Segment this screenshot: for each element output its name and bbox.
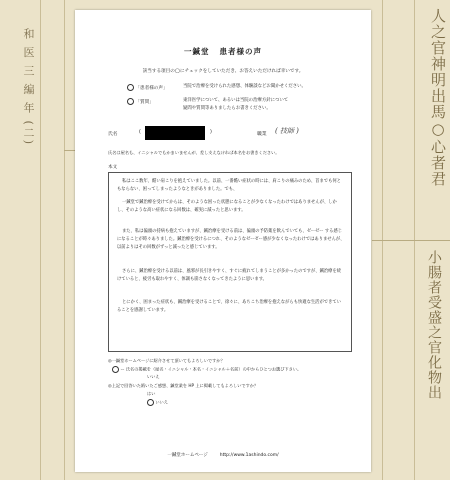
- comment-paragraph: さらに、鍼治療を受ける以前は、風邪が長引きやすく、すぐに疲れてしまうことが多かったのですが、鍼治療を続けていると、疲労も取れやすく、体調も崩さなくなってきたように思います。: [117, 269, 342, 283]
- question-publish: ◎上記で回答いた紙いたご感想、鍼堂業を HP 上に掲載してもよろしいですか？: [108, 383, 259, 388]
- column-rule: [64, 0, 65, 480]
- comment-paragraph: とにかく、困まった症状も、鍼治療を受けることで、徐々に、あちこち治療を抱えながらも快適な生活ができていることを感謝しています。: [117, 300, 341, 314]
- option-voice[interactable]: [127, 84, 168, 93]
- name-open-paren: (: [139, 130, 141, 135]
- column-rule: [40, 0, 41, 480]
- answer-yes-text: ー 氏名の掲載を（屋名・イニシャル・本名・イニシャル＋名前）の中からひとつお選び下さい。: [120, 366, 302, 372]
- footer-homepage-label: 一鍼堂ホームページ: [167, 453, 208, 458]
- name-label: 氏名: [108, 132, 118, 137]
- name-close-paren: ): [210, 130, 212, 135]
- footer-url[interactable]: http://www.1ashindo.com/: [219, 453, 279, 458]
- question-homepage: ◎一鍼堂ホームページに紹介させて頂いてもよろしいですか？: [108, 358, 225, 363]
- form-title: [75, 46, 371, 57]
- answer-no-option-2[interactable]: [147, 399, 168, 406]
- comment-paragraph: 一鍼堂で鍼治療を受けてからは、そのような困った状態になることが少なくなったわけではありませんが、しかし、そのような高い症状になる回数は、確実に減ったと思います。: [117, 200, 337, 214]
- form-heading: 患者様の声: [219, 47, 262, 56]
- option-question-label: 「質問」: [135, 100, 154, 105]
- option-question[interactable]: [127, 98, 154, 107]
- background-left-text: 和 医 三 編 年 (二): [22, 28, 35, 147]
- checkbox-circle-icon[interactable]: [127, 84, 134, 91]
- checked-circle-icon[interactable]: [112, 366, 119, 373]
- clinic-name: 一鍼堂: [184, 47, 210, 56]
- background-right-text-lower: 小腸者受盛之官化物出: [426, 250, 442, 400]
- option-question-text-2: 疑問や質問等ありましたらお書きください。: [183, 106, 271, 111]
- answer-yes-option-2[interactable]: はい: [147, 391, 156, 396]
- comment-paragraph: 私はここ数年、酷い肩こりを抱えていました。以前、一番酷い症状の時には、肩こりの痛みのため、首までも何ともならない、困ってしまったようなときがありました。でも、: [117, 179, 341, 193]
- option-voice-label: 「患者様の声」: [135, 86, 168, 91]
- answer-no-text-2: いいえ: [155, 399, 168, 405]
- survey-form: [75, 10, 371, 472]
- job-value: ( 技師 ): [275, 127, 299, 135]
- name-note: 氏名は屋名も、イニシャルでもかまいませんが、差し支えなければ本名をお書きください。: [108, 150, 280, 155]
- comment-paragraph: また、私は偏頭の持病も抱えていますが、鍼治療を受ける前は、偏頭の予防薬を飲んでいても、ゼーゼー する感じになることが時々ありました。鍼治療を受けるにつれ、そのようなゼーゼー感が少なくなったわけではありませんが、以前よりはその回数がずっと減ったと感じています。: [117, 229, 345, 251]
- answer-no-option[interactable]: いいえ: [147, 374, 160, 379]
- body-label: 本文: [108, 165, 118, 170]
- background-right-text: 人之官神明出馬○心者君: [429, 8, 447, 187]
- answer-yes-option[interactable]: [112, 366, 301, 373]
- option-question-text-1: 東洋医学について、あるいは当院の治療方針について: [183, 98, 289, 103]
- form-footer: [75, 452, 371, 458]
- divider: [372, 240, 450, 241]
- checkbox-circle-icon[interactable]: [127, 98, 134, 105]
- checked-circle-icon[interactable]: [147, 399, 154, 406]
- job-label: 職業: [257, 132, 267, 137]
- option-voice-text: 当院で治療を受けられた感想、体験談などお聞かせください。: [183, 84, 306, 89]
- intro-text: 該当する項目の◯にチェックをしていただき、お答えいただければ幸いです。: [142, 69, 304, 74]
- redacted-name: [145, 126, 205, 140]
